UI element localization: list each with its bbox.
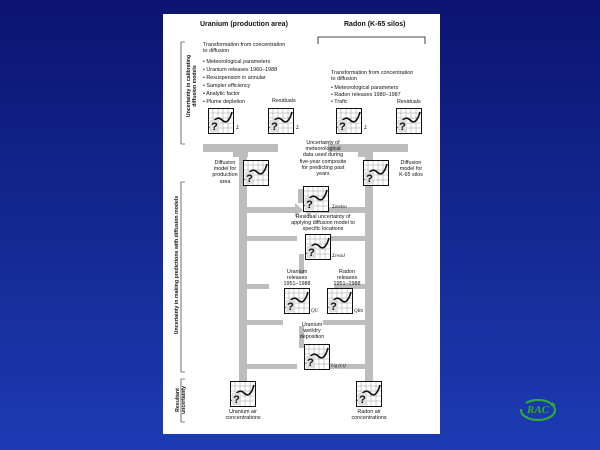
uranium-item-5: • Analytic factor xyxy=(203,91,240,97)
svg-text:?: ? xyxy=(307,357,314,369)
svg-text:?: ? xyxy=(271,121,278,133)
rac-logo-text: RAC xyxy=(526,404,549,416)
plot-icon xyxy=(356,381,382,407)
uranium-item-2: • Uranium releases 1960–1988 xyxy=(203,67,278,73)
q-uranium-symbol: QU xyxy=(311,309,319,314)
sigma-symbol: Σ xyxy=(236,126,239,131)
sigma-symbol: Σ xyxy=(296,126,299,131)
sigma-meteo-symbol: Σmeteo xyxy=(332,205,347,210)
uranium-item-6: • Plume depletion xyxy=(203,99,246,105)
plot-icon xyxy=(305,234,331,260)
residual-uncertainty-text: Residual uncertainty of applying diffusion model to specific locations xyxy=(291,214,355,233)
uranium-result-label: Uranium air concentrations xyxy=(225,409,261,422)
radon-item-3: • Trafic xyxy=(331,99,348,105)
plot-icon xyxy=(243,160,269,186)
rac-logo xyxy=(518,396,558,424)
side-label-resultant: Resultant uncertainty xyxy=(175,386,187,414)
plot-icon xyxy=(303,186,329,212)
sigma-symbol: Σ xyxy=(364,126,367,131)
side-label-calibrating: Uncertainty in calibrating diffusion models xyxy=(186,54,198,118)
radon-result-label: Radon air concentrations xyxy=(351,409,387,422)
deposition-symbol: Ug (r,t) xyxy=(331,364,346,369)
plot-icon xyxy=(396,108,422,134)
svg-text:?: ? xyxy=(233,394,240,406)
diffusion-uranium-label: Diffusion model for production area xyxy=(212,160,238,185)
svg-text:?: ? xyxy=(339,121,346,133)
plot-icon xyxy=(304,344,330,370)
uranium-header: Uranium (production area) xyxy=(200,21,288,28)
plot-icon xyxy=(208,108,234,134)
uranium-item-1: • Meteorological parameters xyxy=(203,59,271,65)
svg-text:?: ? xyxy=(211,121,218,133)
q-radon-symbol: QRn xyxy=(354,309,364,314)
deposition-text: Uranium wet/dry deposition xyxy=(299,322,325,341)
diffusion-radon-label: Diffusion model for K-65 silos xyxy=(399,160,423,179)
side-label-predictions: Uncertainty in making predictions with diffusion models xyxy=(174,195,180,335)
plot-icon xyxy=(268,108,294,134)
svg-text:?: ? xyxy=(399,121,406,133)
radon-residuals-label: Residuals xyxy=(397,99,421,105)
plot-icon xyxy=(284,288,310,314)
svg-text:?: ? xyxy=(306,199,313,211)
sigma-resid-symbol: Σresid xyxy=(332,254,345,259)
svg-text:?: ? xyxy=(330,301,337,313)
radon-header: Radon (K-65 silos) xyxy=(344,21,406,28)
plot-icon xyxy=(327,288,353,314)
radon-releases-text: Radon releases 1951–1988 xyxy=(333,269,361,288)
meteo-uncertainty-text: Uncertainty of meteorological data used during five-year composite for predicting past years xyxy=(299,140,347,178)
uranium-releases-text: Uranium releases 1951–1988 xyxy=(283,269,311,288)
radon-item-2: • Radon releases 1980–1987 xyxy=(331,92,401,98)
svg-text:?: ? xyxy=(246,173,253,185)
svg-text:?: ? xyxy=(366,173,373,185)
svg-text:?: ? xyxy=(287,301,294,313)
uranium-item-3: • Resuspension in annular xyxy=(203,75,266,81)
svg-text:?: ? xyxy=(308,247,315,259)
radon-item-1: • Meteorological parameters xyxy=(331,85,399,91)
radon-calibration-title: Transformation from concentration to diffusion xyxy=(331,70,414,83)
plot-icon xyxy=(336,108,362,134)
uranium-calibration-title: Transformation from concentration to diffusion xyxy=(203,42,286,55)
plot-icon xyxy=(363,160,389,186)
uranium-residuals-label: Residuals xyxy=(272,98,296,104)
svg-text:?: ? xyxy=(359,394,366,406)
uranium-item-4: • Sampler efficiency xyxy=(203,83,251,89)
plot-icon xyxy=(230,381,256,407)
